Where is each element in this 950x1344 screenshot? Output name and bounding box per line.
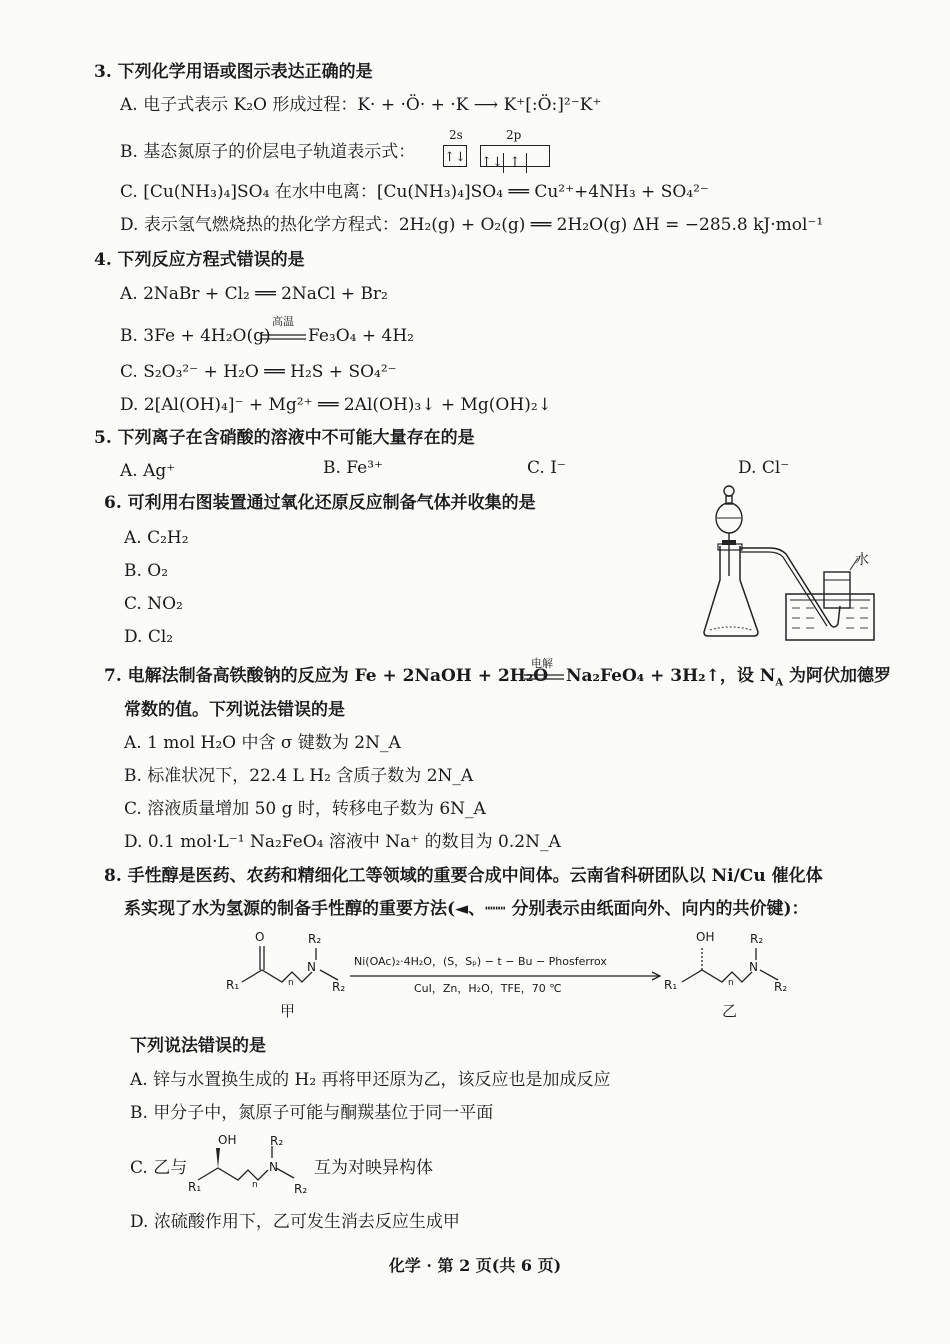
q3-option-c: C. [Cu(NH₃)₄]SO₄ 在水中电离：[Cu(NH₃)₄]SO₄ ══ Cu²⁺+4NH₃ + SO₄²⁻ — [120, 182, 709, 202]
atom-n-index: n — [728, 978, 734, 988]
atom-r2: R₂ — [750, 932, 764, 946]
q8-option-b: B. 甲分子中，氮原子可能与酮羰基位于同一平面 — [130, 1103, 494, 1123]
atom-r2: R₂ — [332, 980, 346, 994]
q8-stem-line2: 系实现了水为氢源的制备手性醇的重要方法(◄、┉┉ 分别表示由纸面向外、向内的共价键)： — [124, 899, 809, 919]
q7-condition: 电解 — [531, 657, 553, 670]
q7-stem-part1: 7. 电解法制备高铁酸钠的反应为 Fe + 2NaOH + 2H₂O — [104, 666, 549, 686]
atom-o: O — [255, 930, 265, 944]
atom-r2: R₂ — [294, 1182, 308, 1196]
q5-stem: 5. 下列离子在含硝酸的溶液中不可能大量存在的是 — [94, 428, 475, 448]
atom-n: N — [269, 1160, 278, 1174]
q6-stem: 6. 可利用右图装置通过氧化还原反应制备气体并收集的是 — [104, 493, 536, 513]
q7-option-c: C. 溶液质量增加 50 g 时，转移电子数为 6N_A — [124, 799, 486, 819]
orbital-box-2p — [480, 145, 550, 170]
q7-stem-text: Na₂FeO₄ + 3H₂↑，设 N — [566, 666, 776, 686]
page-footer: 化学 · 第 2 页(共 6 页) — [388, 1256, 562, 1275]
q7-stem-text-end: 为阿伏加德罗 — [783, 666, 892, 686]
q5-option-d: D. Cl⁻ — [738, 458, 790, 478]
q6-option-c: C. NO₂ — [124, 594, 183, 614]
q4-stem: 4. 下列反应方程式错误的是 — [94, 250, 305, 270]
atom-r2: R₂ — [270, 1134, 284, 1148]
q8-sub-stem: 下列说法错误的是 — [130, 1036, 266, 1056]
label-yi: 乙 — [722, 1002, 738, 1020]
condition-bottom: CuI，Zn，H₂O，TFE，70 ℃ — [414, 982, 562, 995]
q6-option-a: A. C₂H₂ — [124, 528, 189, 548]
atom-oh: OH — [218, 1133, 237, 1147]
atom-r2: R₂ — [308, 932, 322, 946]
q8-stem-line1: 8. 手性醇是医药、农药和精细化工等领域的重要合成中间体。云南省科研团队以 Ni/Cu 催化体 — [104, 866, 823, 886]
condition-top: Ni(OAc)₂·4H₂O，(S，Sₚ) − t − Bu − Phosferrox — [354, 955, 607, 968]
q7-option-b: B. 标准状况下，22.4 L H₂ 含质子数为 2N_A — [124, 766, 474, 786]
atom-n-index: n — [252, 1180, 258, 1190]
q5-option-a: A. Ag⁺ — [120, 461, 176, 481]
atom-r1: R₁ — [664, 978, 678, 992]
q7-stem-part2: Na₂FeO₄ + 3H₂↑，设 $N_A$ 为阿伏加德罗 — [566, 666, 892, 689]
q6-option-d: D. Cl₂ — [124, 627, 174, 647]
q4-option-b-right: Fe₃O₄ + 4H₂ — [308, 326, 415, 346]
atom-oh: OH — [696, 930, 715, 944]
orbital-cell: ↑ — [504, 153, 527, 173]
atom-r2: R₂ — [774, 980, 788, 994]
q8-option-c-right: 互为对映异构体 — [314, 1158, 433, 1178]
q3-stem: 3. 下列化学用语或图示表达正确的是 — [94, 62, 373, 82]
atom-n: N — [307, 960, 316, 974]
q4-option-c: C. S₂O₃²⁻ + H₂O ══ H₂S + SO₄²⁻ — [120, 362, 397, 382]
q3-option-b: B. 基态氮原子的价层电子轨道表示式： — [120, 142, 416, 162]
q6-option-b: B. O₂ — [124, 561, 169, 581]
label-jia: 甲 — [280, 1002, 296, 1020]
atom-r1: R₁ — [226, 978, 240, 992]
gas-apparatus-figure — [700, 484, 880, 644]
q4-option-a: A. 2NaBr + Cl₂ ══ 2NaCl + Br₂ — [120, 284, 388, 304]
q5-option-b: B. Fe³⁺ — [323, 458, 384, 478]
atom-n-index: n — [288, 978, 294, 988]
orbital-cell: ↑↓ — [481, 153, 504, 173]
q3-option-d: D. 表示氢气燃烧热的热化学方程式：2H₂(g) + O₂(g) ══ 2H₂O(g) ΔH = −285.8 kJ·mol⁻¹ — [120, 215, 824, 235]
q8-option-c-left: C. 乙与 — [130, 1158, 188, 1178]
q3-option-a: A. 电子式表示 K₂O 形成过程：K· + ·Ö· + ·K ⟶ K⁺[:Ö:]²⁻K⁺ — [120, 95, 602, 115]
q4-b-condition: 高温 — [272, 315, 294, 328]
q5-option-c: C. I⁻ — [527, 458, 566, 478]
orbital-label-2s: 2s — [449, 128, 463, 142]
atom-n: N — [749, 960, 758, 974]
orbital-label-2p: 2p — [506, 128, 522, 142]
equals-arrow-icon — [524, 673, 564, 681]
q7-option-a: A. 1 mol H₂O 中含 σ 键数为 2N_A — [124, 733, 401, 753]
q8-option-a: A. 锌与水置换生成的 H₂ 再将甲还原为乙，该反应也是加成反应 — [130, 1070, 611, 1090]
q4-option-b-left: B. 3Fe + 4H₂O(g) — [120, 326, 271, 346]
orbital-box-2s — [443, 145, 467, 167]
q8-option-d: D. 浓硫酸作用下，乙可发生消去反应生成甲 — [130, 1212, 460, 1232]
q4-option-d: D. 2[Al(OH)₄]⁻ + Mg²⁺ ══ 2Al(OH)₃↓ + Mg(OH)₂↓ — [120, 395, 552, 415]
water-label: 水 — [855, 552, 869, 568]
q7-option-d: D. 0.1 mol·L⁻¹ Na₂FeO₄ 溶液中 Na⁺ 的数目为 0.2N_A — [124, 832, 561, 852]
orbital-cell — [527, 146, 549, 166]
orbital-cell: ↑↓ — [444, 150, 466, 165]
q7-stem-line2: 常数的值。下列说法错误的是 — [124, 700, 345, 720]
equals-arrow-icon — [262, 333, 306, 341]
atom-r1: R₁ — [188, 1180, 202, 1194]
enantiomer-structure — [188, 1132, 308, 1196]
